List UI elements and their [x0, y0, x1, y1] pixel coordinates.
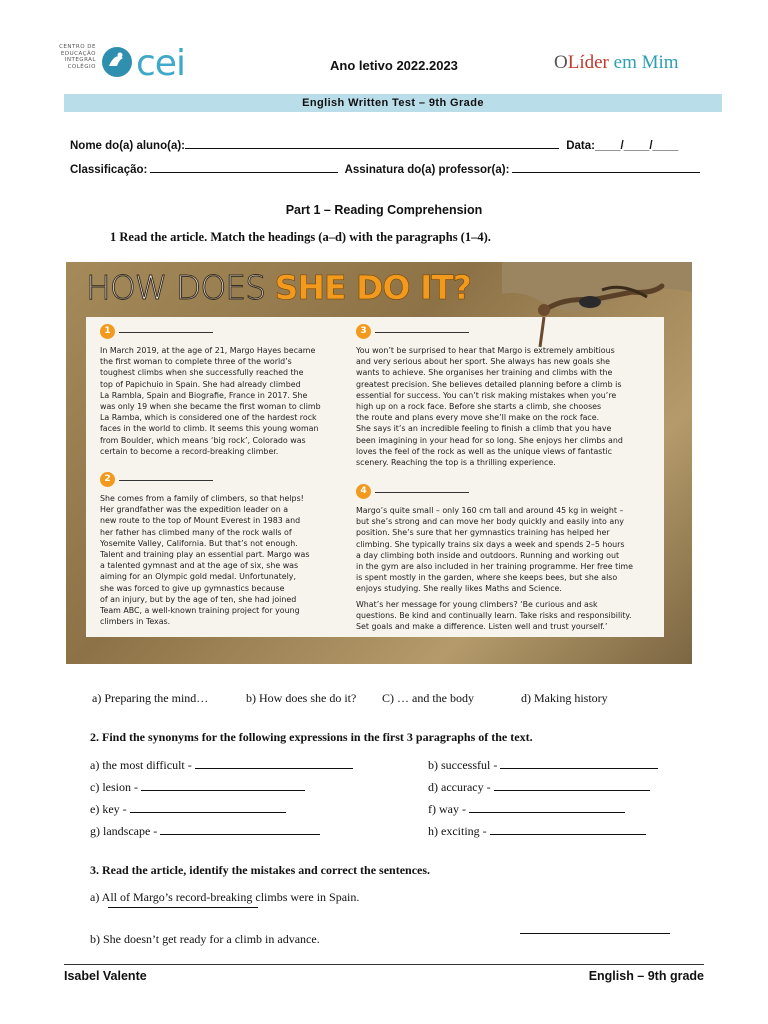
- paragraph-2: 2 She comes from a family of climbers, so that helps! Her grandfather was the expedition leader on a new route to the top of Mount Everest in 1983 and her father has climbed many of the rock walls of Yosemite Valley, California. But that’s not enough. Talent and training play an essential part. Margo was a talented gymnast and at the age of six, she was aiming for an Olympic gold medal. Unfortunately, she was forced to give up gymnastics because of an injury, but by the age of ten, she had joined Team ABC, a well-known training project for young climbers in Texas.: [100, 474, 310, 627]
- question-3-prompt: 3. Read the article, identify the mistakes and correct the sentences.: [90, 863, 431, 877]
- student-name-row: [70, 138, 678, 152]
- sentence-b: b) She doesn’t get ready for a climb in advance.: [90, 932, 320, 946]
- synonym-item: f) way -: [428, 802, 625, 817]
- heading-blank[interactable]: [375, 332, 469, 333]
- synonym-item: c) lesion -: [90, 780, 305, 795]
- heading-option-d: d) Making history: [521, 691, 608, 705]
- question-2-prompt: 2. Find the synonyms for the following expressions in the first 3 paragraphs of the text.: [90, 730, 533, 744]
- article-image: [66, 262, 692, 664]
- heading-option-a: a) Preparing the mind…: [92, 691, 209, 705]
- svg-text:cei: cei: [136, 43, 185, 82]
- footer-divider: [64, 964, 704, 965]
- answer-field[interactable]: [160, 824, 320, 835]
- school-year: Ano letivo 2022.2023: [330, 58, 458, 73]
- synonym-item: d) accuracy -: [428, 780, 650, 795]
- grade-row: [70, 162, 700, 176]
- paragraph-3: 3 You won’t be surprised to hear that Margo is extremely ambitious and very serious about her sport. She always has new goals she wants to achieve. She organises her training and climbs with the greatest precision. She believes detailed planning before a climb is essential for success. You can’t risk making mistakes when you’re high up on a rock face. Before she starts a climb, she chooses the route and plans every move she’ll make on the rock face. She says it’s an incredible feeling to finish a climb that you have been imagining in your head for so long. She enjoys her climbs and loves the feel of the rock as well as the unique views of fantastic scenery. Reaching the top is a thrilling experience.: [356, 326, 623, 468]
- answer-field[interactable]: [494, 780, 650, 791]
- date-field[interactable]: ____/____/____: [594, 140, 679, 152]
- grade-field[interactable]: [150, 162, 338, 173]
- paragraph-number: 4: [356, 484, 371, 499]
- paragraph-number: 1: [100, 324, 115, 339]
- answer-field[interactable]: [500, 758, 658, 769]
- heading-option-b: b) How does she do it?: [246, 691, 357, 705]
- date-label: Data:: [566, 140, 595, 152]
- correction-field-b[interactable]: [520, 933, 670, 934]
- grade-label: Classificação:: [70, 164, 148, 176]
- cei-logo-icon: [100, 42, 220, 82]
- synonym-item: g) landscape -: [90, 824, 320, 839]
- sentence-a: a) All of Margo’s record-breaking climbs were in Spain.: [90, 890, 360, 904]
- answer-field[interactable]: [490, 824, 646, 835]
- signature-field[interactable]: [512, 162, 700, 173]
- test-title: English Written Test – 9th Grade: [64, 94, 722, 112]
- school-logo-text: CENTRO DE EDUCAÇÃO INTEGRAL COLÉGIO: [59, 44, 96, 70]
- signature-label: Assinatura do(a) professor(a):: [344, 164, 510, 176]
- lider-em-mim-logo: OLíder em Mim: [554, 52, 679, 73]
- correction-field-a[interactable]: [108, 907, 258, 908]
- article-headline: HOW DOES SHE DO IT?: [86, 268, 471, 307]
- heading-blank[interactable]: [119, 332, 213, 333]
- paragraph-number: 2: [100, 472, 115, 487]
- school-logo: [58, 40, 218, 82]
- heading-blank[interactable]: [375, 492, 469, 493]
- footer-author: Isabel Valente: [64, 969, 147, 983]
- answer-field[interactable]: [195, 758, 353, 769]
- question-1-prompt: 1 Read the article. Match the headings (a–d) with the paragraphs (1–4).: [110, 230, 491, 244]
- paragraph-4: 4 Margo’s quite small – only 160 cm tall and around 45 kg in weight – but she’s strong and can move her body quickly and easily into any position. She’s sure that her gymnastics training has helped her climbing. She typically trains six days a week and spends 2–5 hours a day climbing both inside and outdoors. Running and working out in the gym are also included in her training programme. Her free time is spent mostly in the garden, where she keeps bees, but she also enjoys studying. She really likes Maths and Science. What’s her message for young climbers? ‘Be curious and ask questions. Be kind and continually learn. Take risks and responsibility. Set goals and make a difference. Listen well and trust yourself.’: [356, 486, 633, 632]
- student-name-label: Nome do(a) aluno(a):: [70, 140, 185, 152]
- synonym-item: b) successful -: [428, 758, 658, 773]
- answer-field[interactable]: [141, 780, 305, 791]
- answer-field[interactable]: [130, 802, 286, 813]
- synonym-item: a) the most difficult -: [90, 758, 353, 773]
- footer-subject: English – 9th grade: [588, 969, 704, 983]
- paragraph-1: 1 In March 2019, at the age of 21, Margo Hayes became the first woman to complete three of the world’s toughest climbs when she successfully reached the top of Papichuio in Spain. She had already climbed La Rambla, Spain and Biografie, France in 2017. She was only 19 when she became the first woman to climb La Ramba, which is considered one of the hardest rock faces in the world to climb. It seems this young woman from Boulder, which means ‘big rock’, Colorado was certain to become a record-breaking climber.: [100, 326, 321, 456]
- answer-field[interactable]: [469, 802, 625, 813]
- student-name-field[interactable]: [185, 138, 559, 149]
- paragraph-number: 3: [356, 324, 371, 339]
- part-title: Part 1 – Reading Comprehension: [285, 203, 483, 217]
- synonym-item: h) exciting -: [428, 824, 646, 839]
- heading-option-c: C) … and the body: [382, 691, 474, 705]
- synonym-item: e) key -: [90, 802, 286, 817]
- heading-blank[interactable]: [119, 480, 213, 481]
